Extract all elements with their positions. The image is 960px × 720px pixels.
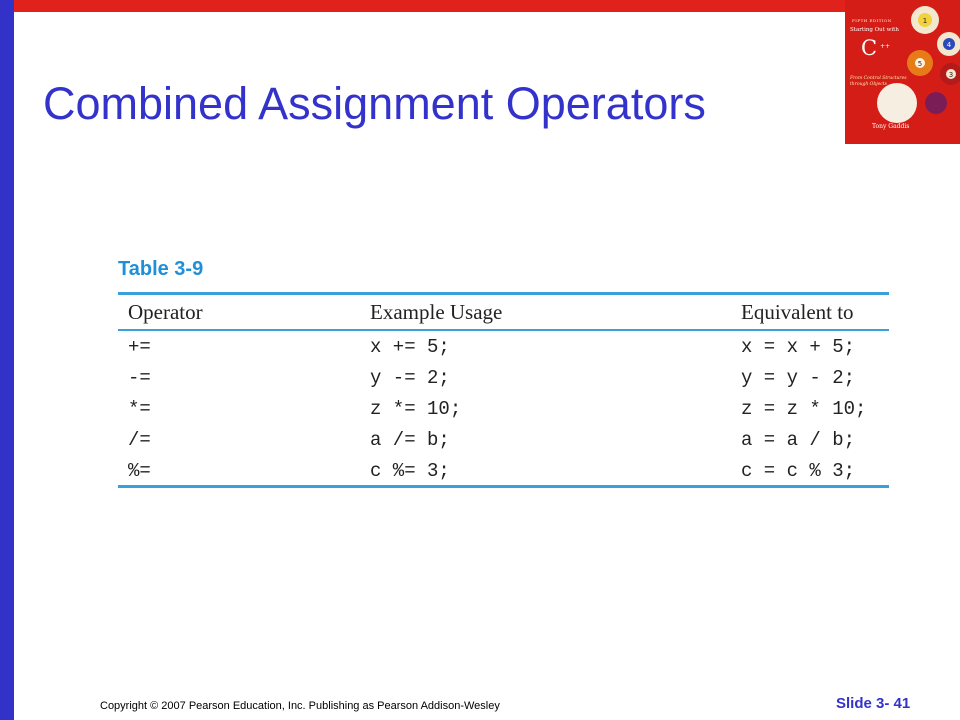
cell-operator: %= — [128, 460, 151, 482]
svg-text:5: 5 — [917, 60, 923, 68]
cell-equivalent: x = x + 5; — [741, 336, 856, 358]
footer-copyright: Copyright © 2007 Pearson Education, Inc. Publishing as Pearson Addison-Wesley — [100, 700, 500, 712]
cover-subtitle: From Control Structures through Objects — [850, 76, 907, 87]
book-cover — [845, 0, 960, 144]
cover-title: Starting Out with — [850, 27, 899, 33]
cell-operator: *= — [128, 398, 151, 420]
cover-language-letter: C — [861, 36, 878, 60]
cell-operator: += — [128, 336, 151, 358]
cover-edition: FIFTH EDITION — [852, 18, 892, 23]
cover-language-plus: ++ — [880, 43, 891, 50]
header-example-usage: Example Usage — [370, 300, 503, 324]
cell-equivalent: c = c % 3; — [741, 460, 856, 482]
cell-example: z *= 10; — [370, 398, 462, 420]
svg-text:1: 1 — [922, 17, 928, 25]
table-label: Table 3-9 — [118, 258, 204, 280]
slide-number: Slide 3- 41 — [836, 695, 911, 712]
header-equivalent-to: Equivalent to — [741, 300, 854, 324]
table-rule-top — [118, 292, 889, 295]
cell-operator: -= — [128, 367, 151, 389]
cell-equivalent: z = z * 10; — [741, 398, 867, 420]
table-rule-bottom — [118, 485, 889, 488]
cell-operator: /= — [128, 429, 151, 451]
slide-title: Combined Assignment Operators — [43, 78, 706, 129]
table-rule-header — [118, 329, 889, 331]
cell-example: c %= 3; — [370, 460, 450, 482]
header-operator: Operator — [128, 300, 203, 324]
cover-author: Tony Gaddis — [872, 123, 910, 130]
cell-example: x += 5; — [370, 336, 450, 358]
cell-equivalent: y = y - 2; — [741, 367, 856, 389]
cell-example: y -= 2; — [370, 367, 450, 389]
svg-text:3: 3 — [948, 71, 954, 79]
cell-equivalent: a = a / b; — [741, 429, 856, 451]
svg-text:4: 4 — [946, 41, 952, 49]
top-accent-bar — [0, 0, 960, 12]
cell-example: a /= b; — [370, 429, 450, 451]
left-accent-bar — [0, 0, 14, 720]
